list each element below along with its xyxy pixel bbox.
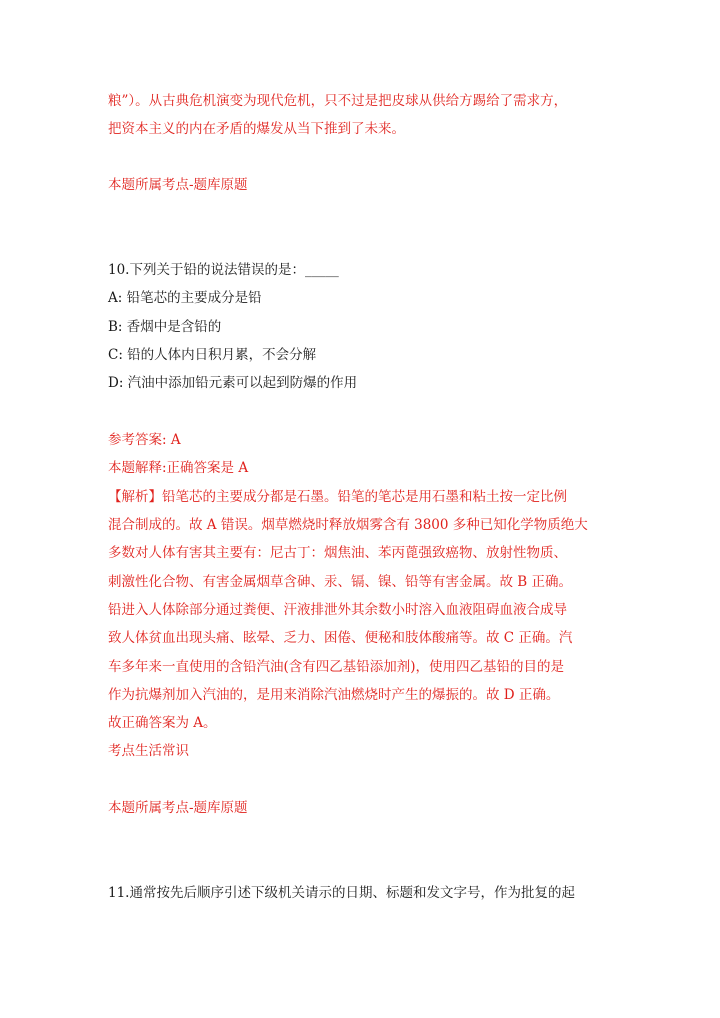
option-c: C: 铅的人体内日积月累，不会分解 bbox=[108, 347, 317, 363]
question-11-stem: 11.通常按先后顺序引述下级机关请示的日期、标题和发文字号，作为批复的起 bbox=[108, 885, 575, 901]
reference-answer: 参考答案: A bbox=[108, 432, 181, 448]
option-b: B: 香烟中是含铅的 bbox=[108, 319, 222, 335]
option-a: A: 铅笔芯的主要成分是铅 bbox=[108, 290, 262, 306]
prev-answer-line-2: 把资本主义的内在矛盾的爆发从当下推到了未来。 bbox=[108, 121, 405, 137]
analysis-line: 混合制成的。故 A 错误。烟草燃烧时释放烟雾含有 3800 多种已知化学物质绝大 bbox=[108, 517, 588, 533]
explanation-heading: 本题解释:正确答案是 A bbox=[108, 460, 249, 476]
option-d: D: 汽油中添加铅元素可以起到防爆的作用 bbox=[108, 375, 358, 391]
analysis-line: 铅进入人体除部分通过粪便、汗液排泄外其余数小时溶入血液阻碍血液合成导 bbox=[108, 602, 567, 618]
question-10-stem: 10.下列关于铅的说法错误的是：_____ bbox=[108, 262, 339, 278]
analysis-line: 致人体贫血出现头痛、眩晕、乏力、困倦、便秘和肢体酸痛等。故 C 正确。汽 bbox=[108, 630, 573, 646]
question-10-source: 本题所属考点-题库原题 bbox=[108, 800, 248, 816]
correct-answer-line: 故正确答案为 A。 bbox=[108, 715, 217, 731]
analysis-line: 【解析】铅笔芯的主要成分都是石墨。铅笔的笔芯是用石墨和粘土按一定比例 bbox=[108, 489, 567, 505]
analysis-line: 刺激性化合物、有害金属烟草含砷、汞、镉、镍、铅等有害金属。故 B 正确。 bbox=[108, 574, 573, 590]
analysis-line: 作为抗爆剂加入汽油的，是用来消除汽油燃烧时产生的爆振的。故 D 正确。 bbox=[108, 687, 560, 703]
analysis-line: 车多年来一直使用的含铅汽油(含有四乙基铅添加剂)，使用四乙基铅的目的是 bbox=[108, 659, 565, 675]
knowledge-category: 考点生活常识 bbox=[108, 743, 189, 759]
prev-source-label: 本题所属考点-题库原题 bbox=[108, 177, 248, 193]
analysis-line: 多数对人体有害其主要有：尼古丁：烟焦油、苯丙蓖强致癌物、放射性物质、 bbox=[108, 545, 567, 561]
prev-answer-line-1: 粮”）。从古典危机演变为现代危机，只不过是把皮球从供给方踢给了需求方， bbox=[108, 93, 568, 109]
